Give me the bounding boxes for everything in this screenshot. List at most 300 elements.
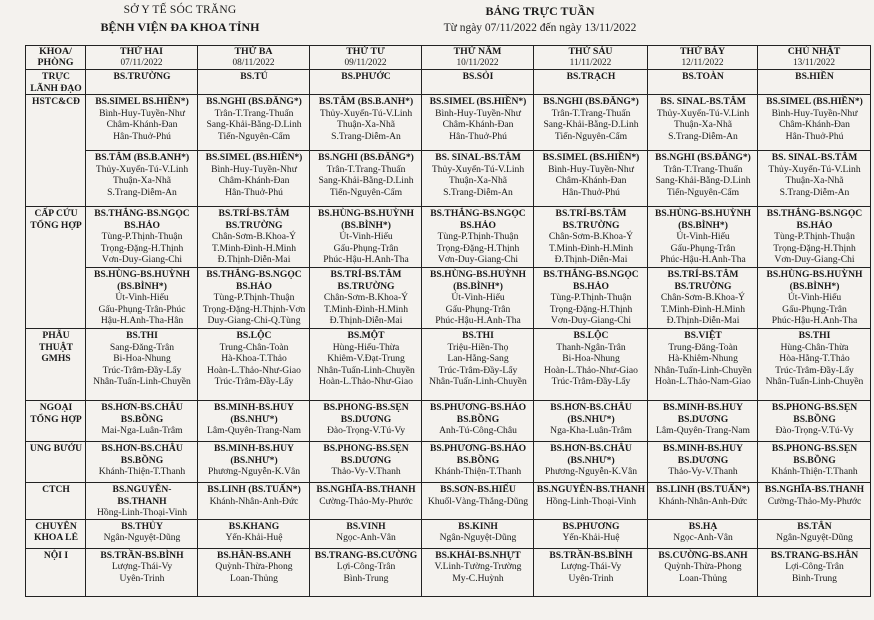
staff-names: Ngân-Nguyệt-Dũng [103, 532, 181, 543]
staff-names: Ngân-Nguyệt-Dũng [776, 532, 853, 543]
staff-names: Gấu-Phụng-Trân [670, 242, 736, 254]
doctor-names: (BS.BÌNH*) [789, 280, 840, 292]
staff-names: Hồng-Linh-Thoại-Vinh [545, 495, 636, 507]
schedule-row [26, 548, 871, 596]
duty-cell [86, 519, 198, 548]
doctor-names: BS.THẮNG-BS.NGỌC [766, 208, 863, 219]
staff-names: Phúc-Hậu-H.Anh-Tha [660, 254, 746, 265]
duty-cell [86, 268, 198, 329]
staff-names: Lâm-Quyên-Trang-Nam [207, 425, 301, 436]
doctor-names: BS.MINH-BS.HUY [663, 402, 743, 413]
doctor-names: BS.BỒNG [456, 454, 500, 466]
duty-lead-doctor: BS.TRƯỜNG [86, 70, 198, 95]
staff-names: Hân-Thuở-Phú [113, 130, 171, 142]
staff-names: Hòa-Hằng-T.Thảo [779, 353, 850, 364]
doctor-names: BS.TRƯỜNG [225, 219, 283, 231]
duty-cell [648, 548, 758, 596]
doctor-names: BS.PHONG-BS.SẸN [771, 443, 858, 454]
staff-names: Thuận-Xa-Nhã [336, 119, 396, 130]
doctor-names: BS.KHẢI-BS.NHỰT [435, 549, 521, 561]
doctor-names: BS.DƯƠNG [677, 454, 729, 466]
staff-names: Loan-Thủng [679, 572, 727, 584]
staff-names: Đ.Thịnh-Diễn-Mai [329, 315, 403, 326]
organization-block [60, 4, 300, 35]
staff-names: Trúc-Trâm-Đầy-Lẩy [775, 364, 854, 376]
duty-cell [310, 151, 422, 207]
staff-names: T.Minh-Đình-H.Minh [323, 303, 409, 315]
staff-names: Nhân-Tuấn-Linh-Chuyền [93, 376, 191, 387]
day-header [422, 46, 534, 70]
document-header [0, 0, 874, 46]
staff-names: Ngọc-Anh-Vân [336, 532, 396, 543]
doctor-names: BS.CƯỜNG-BS.ANH [658, 549, 748, 561]
staff-names: Trân-T.Trang-Thuấn [326, 163, 406, 175]
duty-cell [648, 401, 758, 442]
doctor-names: BS.VIỆT [684, 330, 722, 341]
doctor-names: BS. SINAL-BS.TÂM [435, 152, 521, 163]
duty-cell [758, 95, 871, 151]
doctor-names: (BS.NHƯ*) [567, 454, 615, 466]
staff-names: Thảo-Vy-V.Thanh [331, 466, 401, 477]
doctor-names: BS.VINH [346, 520, 386, 532]
staff-names: S.Trang-Diễm-An [668, 130, 738, 142]
schedule-row [26, 519, 871, 548]
duty-cell [198, 207, 310, 268]
department-label: CTCH [26, 483, 86, 520]
doctor-names: BS.THẮNG-BS.NGỌC [94, 208, 190, 219]
staff-names: Út-Vinh-Hiếu [115, 292, 169, 303]
duty-cell [534, 483, 648, 520]
duty-cell [86, 401, 198, 442]
duty-lead-doctor: BS.HIỀN [758, 70, 871, 95]
duty-cell [422, 519, 534, 548]
duty-cell [648, 95, 758, 151]
schedule-row [26, 401, 871, 442]
duty-cell [310, 519, 422, 548]
schedule-row [26, 95, 871, 151]
duty-cell [310, 329, 422, 401]
doctor-names: BS.TRƯỜNG [337, 280, 395, 292]
doctor-names: BS.DƯƠNG [340, 454, 392, 466]
doctor-names: BS.NGHĨA-BS.THANH [764, 484, 865, 495]
staff-names: Phương-Nguyễn-K.Vân [207, 466, 301, 477]
doctor-names: BS.THI [798, 330, 831, 341]
doctor-names: BS.THI [462, 330, 494, 341]
staff-names: Thủy-Xuyến-Tú-V.Linh [431, 163, 525, 175]
staff-names: Đ.Thịnh-Diễn-Mai [217, 254, 291, 265]
duty-cell [534, 519, 648, 548]
staff-names: Triệu-Hiền-Thọ [447, 341, 509, 353]
staff-names: Trân-T.Trang-Thuấn [214, 107, 294, 119]
doctor-names: BS.HƠN-BS.CHÂU [101, 402, 183, 413]
staff-names: S.Trang-Diễm-An [107, 186, 177, 198]
duty-cell [198, 268, 310, 329]
doctor-names: BS.SIMEL (BS.HIỀN*) [542, 152, 640, 163]
doctor-names: BS.TRÍ-BS.TÂM [330, 269, 402, 280]
staff-names: Tiến-Nguyên-Cẩm [217, 130, 291, 142]
staff-names: Hân-Thuở-Phú [449, 130, 507, 142]
staff-names: Yến-Khải-Huệ [225, 532, 283, 543]
department-label: UNG BƯỚU [26, 442, 86, 483]
staff-names: Chân-Sơm-B.Khoa-Ý [660, 292, 746, 303]
duty-cell [310, 95, 422, 151]
doctor-names: BS.NGHI (BS.ĐĂNG*) [318, 152, 414, 163]
doctor-names: BS.LINH (BS.TUẤN*) [656, 484, 750, 495]
doctor-names: BS.HẢO [796, 219, 833, 231]
doctor-names: BS.SIMEL (BS.HIỀN*) [205, 152, 303, 163]
staff-names: Trung-Chân-Toàn [219, 341, 289, 353]
day-name: CHỦ NHẬT [787, 46, 841, 57]
day-date: 10/11/2022 [456, 57, 499, 68]
doctor-names: BS.SIMEL BS.HIỀN*) [95, 96, 189, 107]
staff-names: Bình-Trung [792, 572, 837, 584]
day-date: 12/11/2022 [681, 57, 724, 68]
staff-names: Bình-Huy-Tuyền-Như [211, 163, 297, 175]
day-header [534, 46, 648, 70]
doctor-names: BS.THỦY [121, 520, 163, 532]
duty-cell [648, 268, 758, 329]
doctor-names: BS.MINH-BS.HUY [214, 402, 294, 413]
day-header [310, 46, 422, 70]
duty-cell [310, 207, 422, 268]
staff-names: Hoàn-L.Thảo-Như-Giao [319, 376, 413, 387]
doctor-names: (BS.BÌNH*) [453, 280, 503, 292]
staff-names: Bình-Trung [343, 572, 389, 584]
staff-names: Khánh-Thiện-T.Thanh [98, 466, 186, 477]
doctor-names: BS.KINH [458, 520, 498, 532]
staff-names: T.Minh-Đình-H.Minh [660, 303, 746, 315]
day-header [86, 46, 198, 70]
staff-names: Hoàn-L.Thảo-Như-Giao [544, 364, 638, 376]
doctor-names: BS.BỒNG [120, 413, 164, 425]
duty-cell [86, 329, 198, 401]
duty-cell [758, 442, 871, 483]
duty-lead-doctor: BS.TRẠCH [534, 70, 648, 95]
staff-names: Phương-Nguyễn-K.Vân [544, 466, 638, 477]
staff-names: Sang-Khải-Bằng-D.Linh [206, 119, 302, 130]
staff-names: My-C.Huỳnh [452, 572, 504, 584]
duty-cell [86, 95, 198, 151]
staff-names: Bi-Hoa-Nhung [562, 353, 620, 364]
schedule-row [26, 207, 871, 268]
title-block [340, 4, 740, 34]
staff-names: Gấu-Phụng-Trân [445, 303, 511, 315]
doctor-names: BS.NGHI (BS.ĐĂNG*) [543, 96, 639, 107]
day-date: 13/11/2022 [792, 57, 835, 68]
date-range: Từ ngày 07/11/2022 đến ngày 13/11/2022 [443, 22, 637, 34]
duty-cell [422, 207, 534, 268]
doctor-names: BS.SIMEL (BS.HIỀN*) [766, 96, 863, 107]
duty-cell [534, 442, 648, 483]
staff-names: Trọng-Đặng-H.Thịnh-Vơn [202, 303, 306, 315]
staff-names: Nhân-Tuấn-Linh-Chuyền [765, 376, 864, 387]
staff-names: Tùng-P.Thịnh-Thuận [550, 292, 632, 303]
day-name: THỨ SÁU [568, 46, 613, 57]
doctor-names: BS.TRÍ-BS.TÂM [667, 269, 739, 280]
duty-cell [198, 483, 310, 520]
duty-cell [648, 207, 758, 268]
staff-names: Châm-Khánh-Đan [555, 175, 627, 186]
day-name: THỨ TƯ [346, 46, 385, 57]
staff-names: Phúc-Hậu-H.Anh-Tha [771, 315, 858, 326]
staff-names: Tiến-Nguyên-Cẩm [666, 186, 740, 198]
staff-names: Thanh-Ngân-Trân [556, 341, 626, 353]
doctor-names: BS.KHANG [228, 520, 280, 532]
staff-names: Hoàn-L.Thảo-Nam-Giao [655, 376, 751, 387]
staff-names: Trúc-Trâm-Đầy-Lẩy [438, 364, 518, 376]
staff-names: Quỳnh-Thừa-Phong [215, 561, 293, 572]
staff-names: Hùng-Chân-Thừa [780, 341, 849, 353]
staff-names: Hà-Khoa-T.Thảo [221, 353, 287, 364]
doctor-names: BS.PHONG-BS.SẸN [323, 402, 409, 413]
doctor-names: BS.SIMEL (BS.HIỀN*) [429, 96, 527, 107]
doctor-names: BS.HÙNG-BS.HUỲNH [94, 269, 190, 280]
duty-cell [198, 401, 310, 442]
doctor-names: BS. SINAL-BS.TÂM [771, 152, 858, 163]
doctor-names: BS.HẠ [688, 520, 718, 532]
duty-cell [422, 483, 534, 520]
staff-names: Trúc-Trâm-Đầy-Lẩy [551, 376, 631, 387]
staff-names: Châm-Khánh-Đan [106, 119, 178, 130]
duty-lead-doctor: BS.PHƯỚC [310, 70, 422, 95]
staff-names: Út-Vinh-Hiếu [787, 292, 842, 303]
doctor-names: BS.HƠN-BS.CHÂU [550, 402, 632, 413]
staff-names: V.Linh-Tường-Trường [434, 561, 522, 572]
doctor-names: BS.HÂN-BS.ANH [216, 549, 292, 561]
duty-cell [310, 401, 422, 442]
duty-cell [534, 207, 648, 268]
doctor-names: BS.TÂM (BS.B.ANH*) [94, 152, 190, 163]
staff-names: Chân-Sơm-B.Khoa-Ý [211, 231, 297, 242]
staff-names: Trọng-Đặng-H.Thịnh [773, 242, 856, 254]
schedule-row [26, 268, 871, 329]
duty-cell [198, 95, 310, 151]
schedule-row [26, 442, 871, 483]
staff-names: Thủy-Xuyến-Tú-V.Linh [95, 163, 189, 175]
doctor-names: BS.HẢO [573, 280, 609, 292]
department-label: HSTC&CĐ [26, 95, 86, 207]
duty-cell [198, 548, 310, 596]
duty-cell [310, 442, 422, 483]
staff-names: Nhân-Tuấn-Linh-Chuyền [429, 376, 527, 387]
staff-names: Bình-Huy-Tuyền-Như [99, 107, 185, 119]
doctor-names: (BS.NHƯ*) [230, 454, 278, 466]
doctor-names: BS.HÙNG-BS.HUỲNH [655, 208, 751, 219]
duty-cell [86, 483, 198, 520]
doctor-names: BS.TÂN [797, 520, 832, 532]
duty-cell [198, 519, 310, 548]
staff-names: Tùng-P.Thịnh-Thuận [101, 231, 183, 242]
day-header [648, 46, 758, 70]
staff-names: Lâm-Quyên-Trang-Nam [656, 425, 750, 436]
doctor-names: BS.TRẦN-BS.BÌNH [100, 549, 184, 561]
doctor-names: BS.TRẦN-BS.BÌNH [549, 549, 633, 561]
staff-names: S.Trang-Diễm-An [331, 130, 401, 142]
staff-names: Thuận-Xa-Nhã [112, 175, 172, 186]
doctor-names: BS.LỘC [236, 330, 272, 341]
duty-lead-doctor: BS.TÚ [198, 70, 310, 95]
department-label: NGOẠI TỔNG HỢP [26, 401, 86, 442]
schedule-row [26, 151, 871, 207]
staff-names: Ngân-Nguyệt-Dũng [439, 532, 517, 543]
doctor-names: BS.HÙNG-BS.HUỲNH [766, 269, 863, 280]
doctor-names: BS.THẮNG-BS.NGỌC [543, 269, 639, 280]
staff-names: Bình-Huy-Tuyền-Như [771, 107, 858, 119]
doctor-names: BS.SƠN-BS.HIẾU [440, 484, 516, 495]
duty-cell [422, 442, 534, 483]
staff-names: Gấu-Phụng-Trân [782, 303, 847, 315]
staff-names: Tùng-P.Thịnh-Thuận [213, 292, 295, 303]
doctor-names: BS.MINH-BS.HUY [214, 443, 294, 454]
duty-cell [422, 548, 534, 596]
duty-cell [648, 442, 758, 483]
doctor-names: BS.BỒNG [793, 413, 836, 425]
staff-names: Bình-Huy-Tuyền-Như [435, 107, 521, 119]
duty-cell [422, 151, 534, 207]
day-date: 11/11/2022 [569, 57, 612, 68]
staff-names: Cường-Thảo-My-Phước [767, 495, 862, 507]
staff-names: Trọng-Đặng-H.Thịnh [549, 303, 633, 315]
staff-names: Hân-Thuở-Phú [785, 130, 844, 142]
staff-names: Trân-T.Trang-Thuấn [663, 163, 743, 175]
staff-names: T.Minh-Đình-H.Minh [211, 242, 297, 254]
staff-names: S.Trang-Diễm-An [443, 186, 513, 198]
staff-names: Phúc-Hậu-H.Anh-Tha [323, 254, 409, 265]
doctor-names: (BS.BÌNH*) [341, 219, 391, 231]
staff-names: Út-Vinh-Hiếu [339, 231, 393, 242]
duty-cell [648, 329, 758, 401]
duty-lead-doctor: BS.TOÀN [648, 70, 758, 95]
staff-names: Tiến-Nguyên-Cẩm [554, 130, 628, 142]
staff-names: Chân-Sơm-B.Khoa-Ý [548, 231, 634, 242]
day-date: 08/11/2022 [232, 57, 275, 68]
staff-names: Khánh-Thiện-T.Thanh [771, 466, 858, 477]
doctor-names: BS.LINH (BS.TUẤN*) [207, 484, 301, 495]
doctor-names: BS.PHONG-BS.SẸN [771, 402, 858, 413]
department-label: NỘI I [26, 548, 86, 596]
staff-names: Anh-Tú-Công-Châu [439, 425, 517, 436]
doctor-names: BS.BỒNG [456, 413, 500, 425]
staff-names: Mai-Nga-Luân-Trâm [101, 425, 183, 436]
doctor-names: BS.HƠN-BS.CHÂU [101, 443, 183, 454]
doctor-names: BS.HÙNG-BS.HUỲNH [318, 208, 414, 219]
staff-names: Nhân-Tuấn-Linh-Chuyền [654, 364, 752, 376]
staff-names: Hồng-Linh-Thoại-Vinh [96, 507, 187, 518]
staff-names: Thuận-Xa-Nhã [785, 175, 844, 186]
duty-cell [198, 442, 310, 483]
duty-cell [534, 329, 648, 401]
duty-cell [758, 268, 871, 329]
duty-cell [422, 329, 534, 401]
duty-schedule-table [25, 45, 871, 597]
staff-names: Châm-Khánh-Đan [779, 119, 850, 130]
department-label: TRỰC LÃNH ĐẠO [26, 70, 86, 95]
doctor-names: BS.THI [126, 330, 158, 341]
staff-names: Tùng-P.Thịnh-Thuận [774, 231, 855, 242]
staff-names: Thủy-Xuyến-Tú-V.Linh [319, 107, 413, 119]
staff-names: Đ.Thịnh-Diễn-Mai [554, 254, 628, 265]
department-of-health-name: SỞ Y TẾ SÓC TRĂNG [123, 4, 237, 16]
staff-names: Lượng-Thái-Vy [111, 561, 173, 572]
staff-names: Thảo-Vy-V.Thanh [668, 466, 738, 477]
doctor-names: BS.LỘC [573, 330, 609, 341]
staff-names: Lợi-Công-Trân [336, 561, 396, 572]
staff-names: Nhân-Tuấn-Linh-Chuyền [317, 364, 415, 376]
staff-names: Cường-Thảo-My-Phước [319, 495, 413, 507]
doctor-names: BS.HẢO [124, 219, 160, 231]
duty-cell [758, 401, 871, 442]
staff-names: Loan-Thủng [230, 572, 278, 584]
department-label: CẤP CỨU TỔNG HỢP [26, 207, 86, 329]
doctor-names: BS.PHƯƠNG [562, 520, 620, 532]
duty-cell [758, 519, 871, 548]
schedule-row [26, 329, 871, 401]
staff-names: Khiêm-V.Đạt-Trung [327, 353, 405, 364]
doctor-names: BS.HƠN-BS.CHÂU [550, 443, 632, 454]
duty-cell [86, 151, 198, 207]
doctor-names: BS.NGUYỄN-BS.THANH [536, 484, 646, 495]
staff-names: Vơn-Duy-Giang-Chi [550, 315, 632, 326]
staff-names: Gấu-Phụng-Trân-Phúc [98, 303, 186, 315]
duty-cell [86, 442, 198, 483]
staff-names: Châm-Khánh-Đan [442, 119, 514, 130]
doctor-names: BS.BỒNG [793, 454, 836, 466]
staff-names: Hà-Khiêm-Nhung [668, 353, 738, 364]
day-header [758, 46, 871, 70]
doctor-names: BS.HẢO [460, 219, 496, 231]
doctor-names: BS. SINAL-BS.TÂM [660, 96, 746, 107]
doctor-names: (BS.BÌNH*) [117, 280, 167, 292]
doctor-names: BS.NGHĨA-BS.THANH [316, 484, 416, 495]
duty-cell [422, 95, 534, 151]
doctor-names: BS.PHƯƠNG-BS.HẢO [429, 402, 527, 413]
staff-names: T.Minh-Đình-H.Minh [548, 242, 634, 254]
staff-names: Út-Vinh-Hiếu [451, 292, 505, 303]
staff-names: Trọng-Đặng-H.Thịnh [436, 242, 520, 254]
staff-names: Sang-Khải-Bằng-D.Linh [543, 119, 639, 130]
header-row [26, 46, 871, 70]
doctor-names: BS.DƯƠNG [677, 413, 729, 425]
staff-names: Sang-Khải-Bằng-D.Linh [318, 175, 414, 186]
doctor-names: BS.MỘT [347, 330, 385, 341]
staff-names: Nga-Kha-Luân-Trâm [550, 425, 632, 436]
duty-cell [86, 548, 198, 596]
staff-names: Bình-Huy-Tuyền-Như [548, 163, 634, 175]
department-column-header: KHOA/ PHÒNG [26, 46, 86, 70]
staff-names: Hậu-H.Anh-Tha-Hân [100, 315, 184, 326]
staff-names: Trúc-Trâm-Đầy-Lẩy [214, 376, 294, 387]
staff-names: Lan-Hằng-Sang [447, 353, 509, 364]
staff-names: Khánh-Thiện-T.Thanh [434, 466, 522, 477]
staff-names: Khánh-Nhân-Anh-Đức [209, 495, 299, 507]
staff-names: Hùng-Hiếu-Thừa [332, 341, 400, 353]
doctor-names: (BS.BÌNH*) [678, 219, 728, 231]
staff-names: Thủy-Xuyến-Tú-V.Linh [768, 163, 861, 175]
staff-names: Sang-Khải-Bằng-D.Linh [655, 175, 751, 186]
duty-cell [534, 151, 648, 207]
staff-names: Trân-T.Trang-Thuấn [551, 107, 631, 119]
doctor-names: BS.BỒNG [120, 454, 164, 466]
department-label: CHUYÊN KHOA LẺ [26, 519, 86, 548]
doctor-names: BS.MINH-BS.HUY [663, 443, 743, 454]
doctor-names: (BS.NHƯ*) [567, 413, 615, 425]
doctor-names: BS.NGUYỄN-BS.THANH [112, 484, 172, 507]
staff-names: Út-Vinh-Hiếu [676, 231, 730, 242]
staff-names: Lợi-Công-Trân [785, 561, 844, 572]
doctor-names: BS.TRƯỜNG [674, 280, 732, 292]
day-name: THỨ NĂM [453, 46, 502, 57]
duty-cell [648, 483, 758, 520]
